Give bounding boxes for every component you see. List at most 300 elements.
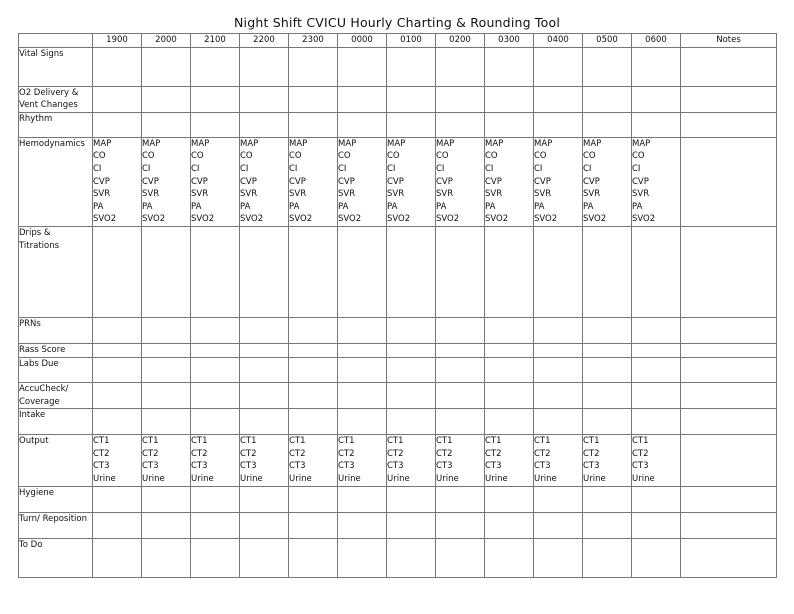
hour-cell[interactable] (191, 317, 240, 343)
hour-cell[interactable] (632, 47, 681, 86)
cell-field-label: CI (338, 163, 347, 174)
hour-cell[interactable] (142, 317, 191, 343)
hour-cell[interactable] (534, 343, 583, 357)
hour-cell[interactable] (583, 47, 632, 86)
cell-field-label: CT1 (534, 436, 551, 447)
row-label: O2 Delivery & Vent Changes (19, 86, 93, 112)
cell-field-label: CVP (583, 176, 600, 187)
hour-cell[interactable] (289, 539, 338, 578)
chart-row (19, 513, 777, 539)
hour-cell[interactable] (632, 357, 681, 382)
hour-cell[interactable] (93, 513, 142, 539)
hour-cell[interactable] (436, 226, 485, 317)
hour-cell[interactable] (289, 513, 338, 539)
cell-field-label: Urine (240, 473, 263, 484)
hour-cell[interactable] (436, 435, 485, 487)
hour-cell[interactable] (240, 137, 289, 226)
cell-field-label: CT2 (142, 448, 159, 459)
hour-header: 0300 (485, 34, 534, 48)
hour-cell[interactable] (534, 137, 583, 226)
hour-cell[interactable] (191, 137, 240, 226)
hour-cell[interactable] (289, 226, 338, 317)
hour-cell[interactable] (289, 317, 338, 343)
hour-cell[interactable] (485, 539, 534, 578)
notes-cell[interactable] (681, 317, 777, 343)
cell-field-label: CT3 (289, 461, 306, 472)
hour-cell[interactable] (485, 343, 534, 357)
hour-cell[interactable] (583, 226, 632, 317)
hour-cell[interactable] (93, 409, 142, 435)
hour-cell[interactable] (191, 409, 240, 435)
cell-field-label: SVO2 (191, 214, 215, 225)
hour-cell[interactable] (240, 487, 289, 513)
hour-cell[interactable] (93, 357, 142, 382)
cell-field-label: CO (436, 151, 449, 162)
hour-cell[interactable] (191, 513, 240, 539)
hour-cell[interactable] (289, 343, 338, 357)
hour-cell[interactable] (142, 343, 191, 357)
hour-cell[interactable] (142, 137, 191, 226)
hour-cell[interactable] (93, 226, 142, 317)
hour-cell[interactable] (191, 86, 240, 112)
cell-field-label: Urine (583, 473, 606, 484)
cell-field-label: SVR (338, 189, 356, 200)
hour-cell[interactable] (632, 513, 681, 539)
hour-cell[interactable] (534, 382, 583, 408)
hour-cell[interactable] (93, 47, 142, 86)
cell-field-label: MAP (387, 138, 406, 149)
hour-cell[interactable] (240, 47, 289, 86)
hour-cell[interactable] (338, 112, 387, 137)
hour-cell[interactable] (338, 357, 387, 382)
cell-field-label: CT2 (632, 448, 649, 459)
hour-cell[interactable] (93, 137, 142, 226)
cell-field-label: CI (289, 163, 298, 174)
cell-field-label: Urine (289, 473, 312, 484)
hour-cell[interactable] (583, 357, 632, 382)
cell-field-label: CVP (338, 176, 355, 187)
hour-cell[interactable] (387, 382, 436, 408)
hour-cell[interactable] (632, 226, 681, 317)
hour-cell[interactable] (436, 513, 485, 539)
row-label: Drips & Titrations (19, 226, 93, 317)
cell-field-label: SVR (485, 189, 503, 200)
cell-field-label: CT1 (191, 436, 208, 447)
hour-cell[interactable] (583, 435, 632, 487)
cell-field-label: PA (191, 201, 202, 212)
hour-cell[interactable] (240, 86, 289, 112)
cell-field-label: SVO2 (289, 214, 313, 225)
hour-cell[interactable] (93, 343, 142, 357)
hour-cell[interactable] (142, 357, 191, 382)
cell-field-label: CT3 (632, 461, 649, 472)
hour-cell[interactable] (436, 317, 485, 343)
hour-cell[interactable] (436, 357, 485, 382)
hour-cell[interactable] (583, 112, 632, 137)
hour-cell[interactable] (632, 137, 681, 226)
notes-cell[interactable] (681, 47, 777, 86)
chart-row (19, 226, 777, 317)
cell-field-label: CVP (485, 176, 502, 187)
hour-cell[interactable] (240, 317, 289, 343)
notes-cell[interactable] (681, 539, 777, 578)
hour-cell[interactable] (534, 539, 583, 578)
cell-field-label: CT3 (338, 461, 355, 472)
hour-cell[interactable] (142, 226, 191, 317)
hour-cell[interactable] (387, 487, 436, 513)
hour-cell[interactable] (387, 409, 436, 435)
cell-field-label: PA (485, 201, 496, 212)
hour-cell[interactable] (485, 226, 534, 317)
hour-cell[interactable] (583, 539, 632, 578)
cell-field-label: MAP (534, 138, 553, 149)
cell-field-label: CVP (534, 176, 551, 187)
hour-cell[interactable] (485, 86, 534, 112)
cell-field-label: CI (240, 163, 249, 174)
cell-field-label: CI (485, 163, 494, 174)
hour-cell[interactable] (632, 409, 681, 435)
hour-cell[interactable] (93, 539, 142, 578)
cell-field-label: CI (534, 163, 543, 174)
row-label: Vital Signs (19, 47, 93, 86)
hour-cell[interactable] (583, 513, 632, 539)
hour-cell[interactable] (387, 513, 436, 539)
cell-field-label: CVP (289, 176, 306, 187)
cell-field-label: SVR (436, 189, 454, 200)
hour-cell[interactable] (289, 382, 338, 408)
notes-cell[interactable] (681, 513, 777, 539)
cell-field-label: CT1 (240, 436, 257, 447)
hour-cell[interactable] (191, 343, 240, 357)
hour-cell[interactable] (436, 382, 485, 408)
hour-cell[interactable] (583, 382, 632, 408)
hour-cell[interactable] (240, 513, 289, 539)
hour-cell[interactable] (142, 513, 191, 539)
hour-cell[interactable] (289, 137, 338, 226)
hour-cell[interactable] (338, 487, 387, 513)
hour-cell[interactable] (387, 226, 436, 317)
hour-cell[interactable] (240, 435, 289, 487)
cell-field-label: PA (93, 201, 104, 212)
cell-field-label: SVR (93, 189, 111, 200)
hour-cell[interactable] (485, 382, 534, 408)
cell-field-label: CI (387, 163, 396, 174)
cell-field-label: CO (534, 151, 547, 162)
cell-field-label: MAP (583, 138, 602, 149)
chart-row (19, 137, 777, 226)
hour-cell[interactable] (583, 86, 632, 112)
hour-cell[interactable] (93, 382, 142, 408)
hour-cell[interactable] (289, 487, 338, 513)
hour-cell[interactable] (583, 487, 632, 513)
cell-field-label: CI (583, 163, 592, 174)
hour-header: 2000 (142, 34, 191, 48)
hour-cell[interactable] (338, 137, 387, 226)
hour-cell[interactable] (338, 86, 387, 112)
cell-field-label: CVP (632, 176, 649, 187)
hour-cell[interactable] (632, 539, 681, 578)
hour-header: 0200 (436, 34, 485, 48)
hour-header: 0100 (387, 34, 436, 48)
cell-field-label: SVO2 (142, 214, 166, 225)
hour-cell[interactable] (632, 317, 681, 343)
hour-cell[interactable] (387, 357, 436, 382)
cell-field-label: CI (93, 163, 102, 174)
cell-field-label: CT2 (436, 448, 453, 459)
hour-cell[interactable] (534, 409, 583, 435)
hour-cell[interactable] (289, 112, 338, 137)
cell-field-label: SVO2 (436, 214, 460, 225)
hour-cell[interactable] (289, 435, 338, 487)
hour-cell[interactable] (142, 47, 191, 86)
notes-cell[interactable] (681, 382, 777, 408)
hour-cell[interactable] (632, 487, 681, 513)
cell-field-label: PA (240, 201, 251, 212)
cell-field-label: Urine (387, 473, 410, 484)
cell-field-label: CT1 (632, 436, 649, 447)
cell-field-label: CI (142, 163, 151, 174)
cell-field-label: SVO2 (387, 214, 411, 225)
hour-cell[interactable] (534, 513, 583, 539)
cell-field-label: SVO2 (583, 214, 607, 225)
cell-field-label: CT1 (387, 436, 404, 447)
hour-cell[interactable] (191, 47, 240, 86)
hour-cell[interactable] (142, 409, 191, 435)
hour-cell[interactable] (142, 539, 191, 578)
cell-field-label: SVO2 (240, 214, 264, 225)
hour-cell[interactable] (387, 47, 436, 86)
chart-row (19, 409, 777, 435)
hour-cell[interactable] (142, 112, 191, 137)
hour-cell[interactable] (485, 487, 534, 513)
row-label: AccuCheck/ Coverage (19, 382, 93, 408)
row-label: Hygiene (19, 487, 93, 513)
notes-cell[interactable] (681, 409, 777, 435)
hour-cell[interactable] (93, 86, 142, 112)
hour-cell[interactable] (632, 382, 681, 408)
hour-cell[interactable] (534, 357, 583, 382)
hour-cell[interactable] (93, 435, 142, 487)
hour-cell[interactable] (338, 435, 387, 487)
cell-field-label: CO (387, 151, 400, 162)
cell-field-label: SVR (240, 189, 258, 200)
cell-field-label: CT2 (191, 448, 208, 459)
hour-cell[interactable] (632, 435, 681, 487)
notes-cell[interactable] (681, 357, 777, 382)
cell-field-label: SVR (534, 189, 552, 200)
cell-field-label: CT2 (289, 448, 306, 459)
hour-header: 2200 (240, 34, 289, 48)
hour-cell[interactable] (191, 487, 240, 513)
notes-cell[interactable] (681, 487, 777, 513)
hour-cell[interactable] (338, 47, 387, 86)
hour-cell[interactable] (583, 317, 632, 343)
notes-cell[interactable] (681, 343, 777, 357)
notes-cell[interactable] (681, 435, 777, 487)
cell-field-label: MAP (142, 138, 161, 149)
hour-cell[interactable] (436, 137, 485, 226)
hour-cell[interactable] (142, 487, 191, 513)
cell-field-label: SVR (632, 189, 650, 200)
chart-row (19, 112, 777, 137)
hour-cell[interactable] (240, 409, 289, 435)
hour-cell[interactable] (93, 112, 142, 137)
hour-cell[interactable] (632, 112, 681, 137)
hour-cell[interactable] (485, 409, 534, 435)
hour-cell[interactable] (191, 112, 240, 137)
hour-cell[interactable] (240, 343, 289, 357)
cell-field-label: CT3 (240, 461, 257, 472)
cell-field-label: PA (142, 201, 153, 212)
hour-cell[interactable] (485, 435, 534, 487)
hour-cell[interactable] (240, 112, 289, 137)
notes-cell[interactable] (681, 137, 777, 226)
cell-field-label: PA (632, 201, 643, 212)
hour-cell[interactable] (387, 435, 436, 487)
hour-cell[interactable] (338, 513, 387, 539)
hour-cell[interactable] (632, 343, 681, 357)
hour-cell[interactable] (240, 357, 289, 382)
hour-cell[interactable] (338, 409, 387, 435)
cell-field-label: CVP (240, 176, 257, 187)
chart-row (19, 539, 777, 578)
hour-cell[interactable] (534, 47, 583, 86)
hour-cell[interactable] (534, 112, 583, 137)
hour-cell[interactable] (534, 317, 583, 343)
hour-cell[interactable] (93, 487, 142, 513)
cell-field-label: SVR (142, 189, 160, 200)
notes-cell[interactable] (681, 86, 777, 112)
hour-cell[interactable] (632, 86, 681, 112)
hour-cell[interactable] (338, 226, 387, 317)
hour-cell[interactable] (289, 357, 338, 382)
page-title: Night Shift CVICU Hourly Charting & Rounding Tool (233, 15, 561, 30)
cell-field-label: CT1 (583, 436, 600, 447)
cell-field-label: CVP (387, 176, 404, 187)
hour-cell[interactable] (191, 539, 240, 578)
hour-cell[interactable] (534, 435, 583, 487)
hour-cell[interactable] (485, 47, 534, 86)
header-row (19, 34, 777, 48)
notes-cell[interactable] (681, 226, 777, 317)
hour-cell[interactable] (387, 86, 436, 112)
hour-cell[interactable] (387, 343, 436, 357)
cell-field-label: CT1 (93, 436, 110, 447)
hour-cell[interactable] (338, 539, 387, 578)
cell-field-label: CO (93, 151, 106, 162)
hour-cell[interactable] (338, 343, 387, 357)
hour-cell[interactable] (387, 137, 436, 226)
cell-field-label: CT1 (485, 436, 502, 447)
cell-field-label: CO (240, 151, 253, 162)
cell-field-label: PA (387, 201, 398, 212)
hour-cell[interactable] (485, 357, 534, 382)
hour-cell[interactable] (485, 112, 534, 137)
cell-field-label: CT2 (485, 448, 502, 459)
hour-cell[interactable] (534, 226, 583, 317)
cell-field-label: CO (583, 151, 596, 162)
cell-field-label: SVR (387, 189, 405, 200)
hour-cell[interactable] (534, 487, 583, 513)
hour-cell[interactable] (387, 317, 436, 343)
hour-cell[interactable] (191, 435, 240, 487)
cell-field-label: CO (142, 151, 155, 162)
hour-cell[interactable] (387, 539, 436, 578)
hour-cell[interactable] (338, 382, 387, 408)
hour-cell[interactable] (485, 317, 534, 343)
hour-cell[interactable] (534, 86, 583, 112)
hour-cell[interactable] (142, 382, 191, 408)
hour-cell[interactable] (93, 317, 142, 343)
cell-field-label: CT2 (93, 448, 110, 459)
cell-field-label: MAP (436, 138, 455, 149)
chart-row (19, 317, 777, 343)
cell-field-label: Urine (632, 473, 655, 484)
cell-field-label: SVO2 (632, 214, 656, 225)
hour-cell[interactable] (485, 137, 534, 226)
cell-field-label: CO (191, 151, 204, 162)
hour-cell[interactable] (191, 226, 240, 317)
hour-header: 0600 (632, 34, 681, 48)
charting-table (18, 33, 777, 578)
hour-cell[interactable] (436, 409, 485, 435)
hour-cell[interactable] (289, 47, 338, 86)
hour-header: 2100 (191, 34, 240, 48)
cell-field-label: CT3 (142, 461, 159, 472)
hour-cell[interactable] (436, 112, 485, 137)
hour-cell[interactable] (338, 317, 387, 343)
hour-cell[interactable] (436, 539, 485, 578)
cell-field-label: CT1 (142, 436, 159, 447)
chart-row (19, 86, 777, 112)
hour-cell[interactable] (142, 86, 191, 112)
cell-field-label: CT2 (240, 448, 257, 459)
cell-field-label: PA (583, 201, 594, 212)
hour-cell[interactable] (436, 487, 485, 513)
hour-cell[interactable] (583, 409, 632, 435)
cell-field-label: CT1 (436, 436, 453, 447)
hour-cell[interactable] (240, 539, 289, 578)
hour-cell[interactable] (289, 409, 338, 435)
row-label: Output (19, 435, 93, 487)
hour-cell[interactable] (387, 112, 436, 137)
hour-cell[interactable] (240, 226, 289, 317)
hour-cell[interactable] (583, 137, 632, 226)
hour-cell[interactable] (191, 382, 240, 408)
hour-cell[interactable] (191, 357, 240, 382)
hour-cell[interactable] (583, 343, 632, 357)
cell-field-label: Urine (338, 473, 361, 484)
hour-header: 0400 (534, 34, 583, 48)
cell-field-label: SVR (583, 189, 601, 200)
hour-cell[interactable] (240, 382, 289, 408)
cell-field-label: CI (632, 163, 641, 174)
cell-field-label: Urine (142, 473, 165, 484)
cell-field-label: MAP (240, 138, 259, 149)
notes-cell[interactable] (681, 112, 777, 137)
cell-field-label: PA (289, 201, 300, 212)
hour-cell[interactable] (485, 513, 534, 539)
cell-field-label: CT3 (485, 461, 502, 472)
cell-field-label: SVO2 (93, 214, 117, 225)
hour-cell[interactable] (289, 86, 338, 112)
hour-cell[interactable] (436, 47, 485, 86)
hour-cell[interactable] (436, 343, 485, 357)
hour-cell[interactable] (142, 435, 191, 487)
cell-field-label: SVO2 (338, 214, 362, 225)
hour-cell[interactable] (436, 86, 485, 112)
corner-cell (19, 34, 93, 48)
